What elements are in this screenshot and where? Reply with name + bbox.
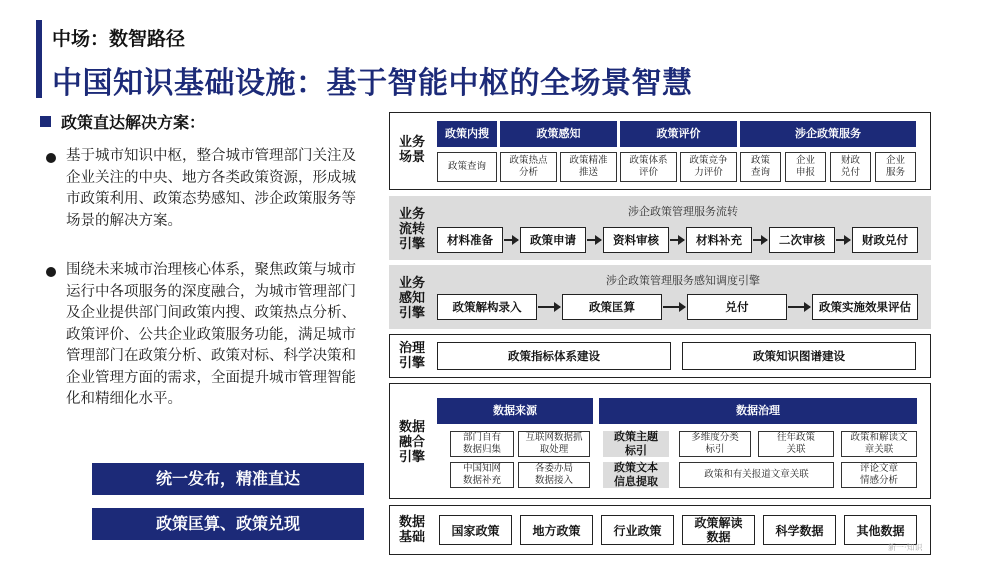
flow-step: 二次审核 xyxy=(769,227,835,253)
sense-step: 政策解构录入 xyxy=(437,294,537,320)
arrow-right-icon xyxy=(538,306,560,308)
scene-cell: 企业 服务 xyxy=(875,152,916,182)
title-accent-bar xyxy=(36,20,42,98)
scene-cell: 政策竞争 力评价 xyxy=(680,152,737,182)
source-cell: 部门自有 数据归集 xyxy=(450,431,514,457)
section-heading-text: 政策直达解决方案： xyxy=(61,113,206,132)
arrow-right-icon xyxy=(663,306,685,308)
data-fusion-engine-row xyxy=(389,383,931,499)
source-cell: 中国知网 数据补充 xyxy=(450,462,514,488)
row-label: 业务 场景 xyxy=(398,135,425,165)
watermark: 新一·知识 xyxy=(888,543,923,552)
flow-step: 政策申请 xyxy=(520,227,586,253)
sense-step: 政策匡算 xyxy=(562,294,662,320)
business-sense-engine-row xyxy=(389,265,931,329)
square-bullet-icon xyxy=(40,116,51,127)
row-label: 数据 基础 xyxy=(398,515,425,545)
governance-cell: 评论文章 情感分析 xyxy=(841,462,917,488)
flow-step: 财政兑付 xyxy=(852,227,918,253)
scene-cell: 政策热点 分析 xyxy=(500,152,557,182)
foundation-item: 地方政策 xyxy=(520,515,593,545)
scene-cell: 财政 兑付 xyxy=(830,152,871,182)
arrow-right-icon xyxy=(788,306,810,308)
sense-step: 兑付 xyxy=(687,294,787,320)
governance-left-cell: 政策文本 信息提取 xyxy=(603,462,669,488)
scene-header: 政策内搜 xyxy=(437,121,497,147)
flow-step: 材料准备 xyxy=(437,227,503,253)
data-source-header: 数据来源 xyxy=(437,398,593,424)
bullet-item xyxy=(66,260,366,411)
arrow-right-icon xyxy=(504,239,518,241)
arrow-right-icon xyxy=(836,239,850,241)
governance-cell: 往年政策 关联 xyxy=(758,431,834,457)
source-cell: 互联网数据抓 取处理 xyxy=(518,431,590,457)
row-label: 治理 引擎 xyxy=(398,341,425,371)
scene-cell: 政策精准 推送 xyxy=(560,152,617,182)
scene-cell: 企业 申报 xyxy=(785,152,826,182)
page-subtitle: 中场：数智路径 xyxy=(52,28,186,50)
foundation-item: 科学数据 xyxy=(763,515,836,545)
bullet-item xyxy=(66,146,366,232)
flow-caption: 涉企政策管理服务流转 xyxy=(628,205,738,218)
arrow-right-icon xyxy=(670,239,684,241)
governance-item: 政策知识图谱建设 xyxy=(682,342,916,370)
source-cell: 各委办局 数据接入 xyxy=(518,462,590,488)
section-heading xyxy=(40,110,205,133)
flow-step: 材料补充 xyxy=(686,227,752,253)
data-foundation-row xyxy=(389,505,931,555)
governance-cell: 多维度分类 标引 xyxy=(679,431,751,457)
governance-cell: 政策和有关报道文章关联 xyxy=(679,462,834,488)
governance-engine-row xyxy=(389,334,931,378)
sense-caption: 涉企政策管理服务感知调度引擎 xyxy=(606,274,760,287)
governance-left-cell: 政策主题 标引 xyxy=(603,431,669,457)
row-label: 业务 流转 引擎 xyxy=(398,207,425,252)
sense-step: 政策实施效果评估 xyxy=(812,294,918,320)
bullet-dot-icon xyxy=(46,267,56,277)
governance-item: 政策指标体系建设 xyxy=(437,342,671,370)
bullet-text: 围绕未来城市治理核心体系，聚焦政策与城市运行中各项服务的深度融合，为城市管理部门及企业提供部门间政策内搜、政策热点分析、政策评价、公共企业政策服务功能，满足城市管理部门在政策分析、政策对标、科学决策和企业管理方面的需求，全面提升城市管理智能化和精细化水平。 xyxy=(66,262,356,407)
scene-cell: 政策查询 xyxy=(437,152,497,182)
foundation-item: 行业政策 xyxy=(601,515,674,545)
page-title: 中国知识基础设施：基于智能中枢的全场景智慧 xyxy=(52,66,693,101)
scene-header: 政策评价 xyxy=(620,121,737,147)
scene-header: 政策感知 xyxy=(500,121,617,147)
policy-calc-banner: 政策匡算、政策兑现 xyxy=(92,508,364,540)
arrow-right-icon xyxy=(753,239,767,241)
arrow-right-icon xyxy=(587,239,601,241)
foundation-item: 国家政策 xyxy=(439,515,512,545)
row-label: 业务 感知 引擎 xyxy=(398,276,425,321)
business-scene-row xyxy=(389,112,931,190)
foundation-item: 其他数据 xyxy=(844,515,917,545)
row-label: 数据 融合 引擎 xyxy=(398,420,425,465)
foundation-item: 政策解读 数据 xyxy=(682,515,755,545)
scene-header: 涉企政策服务 xyxy=(740,121,916,147)
flow-step: 资料审核 xyxy=(603,227,669,253)
bullet-dot-icon xyxy=(46,153,56,163)
business-flow-engine-row xyxy=(389,196,931,260)
bullet-text: 基于城市知识中枢，整合城市管理部门关注及企业关注的中央、地方各类政策资源，形成城市政策利用、政策态势感知、涉企政策服务等场景的解决方案。 xyxy=(66,148,356,229)
data-governance-header: 数据治理 xyxy=(599,398,917,424)
governance-cell: 政策和解读文 章关联 xyxy=(841,431,917,457)
scene-cell: 政策 查询 xyxy=(740,152,781,182)
unified-publish-banner: 统一发布，精准直达 xyxy=(92,463,364,495)
scene-cell: 政策体系 评价 xyxy=(620,152,677,182)
